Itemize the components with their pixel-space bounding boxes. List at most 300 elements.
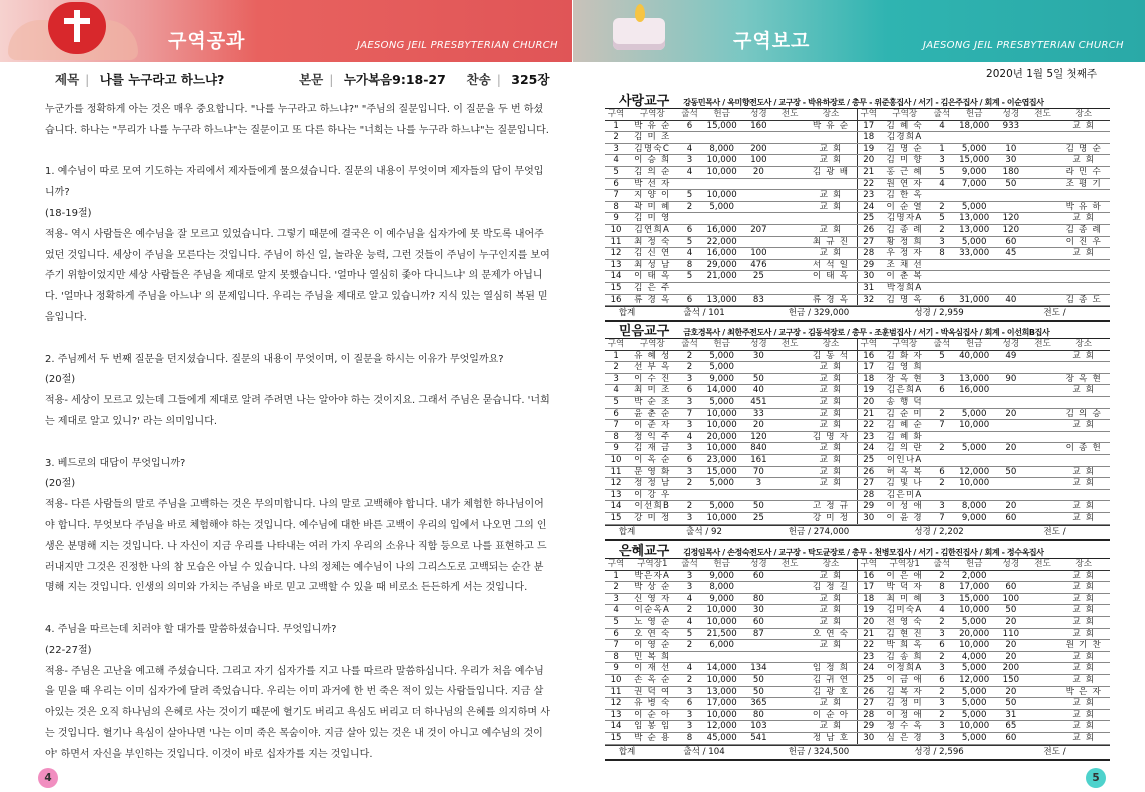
table-cell <box>1058 362 1110 374</box>
table-cell: 13,000 <box>702 294 742 306</box>
table-cell: 김명자A <box>880 213 930 225</box>
table-cell: 25 <box>742 271 775 283</box>
table-cell: 18 <box>857 132 879 144</box>
table-cell: 교 회 <box>805 698 857 710</box>
table-cell: 2 <box>930 201 954 213</box>
table-cell: 20 <box>857 155 879 167</box>
table-cell: 60 <box>994 732 1027 744</box>
table-cell: 207 <box>742 224 775 236</box>
column-header: 전도 <box>1027 109 1057 120</box>
hymn-label: 찬송 <box>466 72 491 87</box>
table-cell: 30 <box>857 732 879 744</box>
table-cell <box>1027 478 1057 490</box>
table-cell: 교 회 <box>805 248 857 260</box>
table-cell <box>775 570 805 582</box>
table-cell: 이 종 헌 <box>1058 443 1110 455</box>
table-cell <box>775 271 805 283</box>
district-summary <box>605 525 1110 541</box>
table-cell: 3 <box>677 396 701 408</box>
district-section <box>605 320 1110 541</box>
table-cell <box>1027 120 1057 132</box>
district-summary <box>605 745 1110 761</box>
table-cell: 이 순 아 <box>627 709 677 721</box>
table-cell: 교 회 <box>1058 593 1110 605</box>
table-cell: 3 <box>930 721 954 733</box>
table-row <box>605 466 1110 478</box>
table-cell: 15,000 <box>702 120 742 132</box>
column-header: 구역장1 <box>627 559 677 570</box>
summary-evangelism: 전도 / <box>1043 526 1066 537</box>
table-cell: 3 <box>677 582 701 594</box>
column-header: 성경 <box>994 559 1027 570</box>
table-cell: 90 <box>994 373 1027 385</box>
table-cell: 이 영 순 <box>627 640 677 652</box>
table-row <box>605 593 1110 605</box>
table-cell: 5,000 <box>954 663 994 675</box>
table-cell <box>775 408 805 420</box>
table-cell <box>930 362 954 374</box>
table-cell <box>1027 362 1057 374</box>
table-cell: 이 금 애 <box>880 674 930 686</box>
table-cell: 6 <box>930 674 954 686</box>
district-staff: 김정임목사 / 손정숙전도사 / 교구장 - 탁도균장로 / 총무 - 천병모집사 / 서기 - 김한진집사 / 회계 - 정수옥집사 <box>683 548 1044 557</box>
district-title-row <box>605 540 1110 559</box>
table-cell: 50 <box>742 373 775 385</box>
column-header: 구역 <box>857 559 879 570</box>
summary-label: 합계 <box>618 746 636 757</box>
table-cell <box>1027 674 1057 686</box>
table-cell: 50 <box>994 698 1027 710</box>
table-cell <box>775 443 805 455</box>
table-cell: 7 <box>605 640 627 652</box>
table-cell: 교 회 <box>1058 120 1110 132</box>
table-cell: 2 <box>930 478 954 490</box>
page-number-left: 4 <box>38 768 58 788</box>
paragraph-spacer <box>45 433 550 454</box>
table-cell: 50 <box>742 686 775 698</box>
table-cell <box>994 478 1027 490</box>
table-cell: 12,000 <box>702 721 742 733</box>
table-cell: 김 혜 순 <box>880 420 930 432</box>
table-cell: 15,000 <box>954 593 994 605</box>
table-cell: 5 <box>930 350 954 362</box>
column-header: 성경 <box>994 339 1027 350</box>
table-cell: 6,000 <box>702 640 742 652</box>
table-cell: 5 <box>605 616 627 628</box>
table-cell: 40 <box>742 385 775 397</box>
table-cell: 교 회 <box>1058 605 1110 617</box>
table-cell: 60 <box>994 512 1027 524</box>
table-cell: 8 <box>605 651 627 663</box>
table-row <box>605 294 1110 306</box>
table-cell: 541 <box>742 732 775 744</box>
table-cell: 교 회 <box>1058 616 1110 628</box>
table-cell: 28 <box>857 489 879 501</box>
table-cell <box>742 190 775 202</box>
table-cell: 27 <box>857 698 879 710</box>
table-cell: 13,000 <box>954 224 994 236</box>
table-cell <box>677 282 701 294</box>
table-header-row <box>605 339 1110 350</box>
table-cell: 5 <box>677 190 701 202</box>
right-header-title: 구역보고 <box>733 30 811 52</box>
table-cell: 정 수 옥 <box>880 721 930 733</box>
table-cell: 김연희A <box>627 224 677 236</box>
table-cell: 12 <box>605 478 627 490</box>
column-header: 성경 <box>742 559 775 570</box>
table-cell: 신 영 자 <box>627 593 677 605</box>
table-cell: 110 <box>994 628 1027 640</box>
table-cell: 20,000 <box>954 628 994 640</box>
summary-label: 합계 <box>618 308 636 319</box>
table-cell: 교 회 <box>805 408 857 420</box>
table-cell <box>1027 155 1057 167</box>
table-cell <box>1027 593 1057 605</box>
table-cell: 교 회 <box>805 593 857 605</box>
table-row <box>605 454 1110 466</box>
table-cell: 6 <box>930 385 954 397</box>
table-cell: 교 회 <box>805 190 857 202</box>
table-cell <box>775 732 805 744</box>
table-cell: 25 <box>857 674 879 686</box>
table-cell: 18 <box>857 373 879 385</box>
table-cell: 10,000 <box>702 420 742 432</box>
table-cell: 29 <box>857 259 879 271</box>
table-cell <box>1027 350 1057 362</box>
table-cell: 윤 춘 순 <box>627 408 677 420</box>
table-cell <box>702 489 742 501</box>
table-cell <box>775 628 805 640</box>
table-cell: 4 <box>930 120 954 132</box>
table-row <box>605 385 1110 397</box>
table-cell: 5 <box>930 213 954 225</box>
table-cell <box>1027 396 1057 408</box>
table-row <box>605 178 1110 190</box>
column-header: 전도 <box>775 559 805 570</box>
table-cell: 노 영 순 <box>627 616 677 628</box>
table-cell: 3 <box>677 155 701 167</box>
table-cell <box>742 640 775 652</box>
table-cell: 15,000 <box>702 466 742 478</box>
table-cell <box>677 213 701 225</box>
table-cell: 9,000 <box>702 373 742 385</box>
table-cell: 7 <box>605 190 627 202</box>
table-cell <box>742 582 775 594</box>
table-cell: 100 <box>742 248 775 260</box>
table-cell: 이인나A <box>880 454 930 466</box>
table-cell: 4 <box>605 605 627 617</box>
table-cell: 6 <box>677 385 701 397</box>
table-cell: 2 <box>930 224 954 236</box>
table-cell: 9,000 <box>702 593 742 605</box>
table-cell: 2 <box>930 570 954 582</box>
table-cell: 22 <box>857 178 879 190</box>
table-cell <box>677 651 701 663</box>
table-cell: 홍 근 혜 <box>880 166 930 178</box>
table-cell: 4 <box>930 178 954 190</box>
table-cell: 김은희A <box>880 385 930 397</box>
table-row <box>605 155 1110 167</box>
table-cell: 김 종 례 <box>1058 224 1110 236</box>
table-cell: 1 <box>605 350 627 362</box>
column-header: 구역 <box>605 109 627 120</box>
table-cell: 3 <box>930 593 954 605</box>
table-cell <box>1027 732 1057 744</box>
table-cell: 15 <box>605 282 627 294</box>
table-cell <box>775 201 805 213</box>
table-cell: 12,000 <box>954 466 994 478</box>
table-cell: 전 영 숙 <box>880 616 930 628</box>
table-cell: 교 회 <box>805 640 857 652</box>
lesson-title: 나를 누구라고 하느냐? <box>99 72 225 87</box>
table-cell: 10,000 <box>702 512 742 524</box>
table-cell: 120 <box>994 224 1027 236</box>
table-cell <box>1058 271 1110 283</box>
table-cell: 오 연 숙 <box>805 628 857 640</box>
paragraph-spacer <box>45 599 550 620</box>
table-cell: 이 춘 복 <box>880 271 930 283</box>
table-cell: 4 <box>677 166 701 178</box>
table-cell: 5 <box>677 628 701 640</box>
table-cell: 1 <box>930 143 954 155</box>
table-cell: 5 <box>605 166 627 178</box>
table-cell <box>1027 201 1057 213</box>
candle-flame-icon <box>635 4 645 22</box>
table-cell <box>775 478 805 490</box>
summary-offering: 헌금 / 274,000 <box>788 526 850 537</box>
table-cell <box>775 259 805 271</box>
table-cell <box>1027 259 1057 271</box>
table-cell: 8,000 <box>702 143 742 155</box>
table-cell: 6 <box>677 120 701 132</box>
table-cell: 교 회 <box>805 570 857 582</box>
report-page <box>573 62 1145 792</box>
lesson-passage: 누가복음9:18-27 <box>343 72 446 87</box>
table-row <box>605 628 1110 640</box>
table-cell <box>1027 236 1057 248</box>
table-cell: 3 <box>677 570 701 582</box>
table-cell: 박정희A <box>880 282 930 294</box>
table-cell: 박 순 조 <box>627 396 677 408</box>
table-cell <box>954 396 994 408</box>
table-cell: 2 <box>930 686 954 698</box>
table-cell <box>1058 259 1110 271</box>
table-cell: 3 <box>677 721 701 733</box>
table-cell: 박 유 순 <box>805 120 857 132</box>
lesson-paragraph: 4. 주님을 따르는데 치러야 할 대가를 말씀하셨습니다. 무엇입니까? <box>45 623 337 635</box>
table-row <box>605 248 1110 260</box>
table-cell: 5,000 <box>954 616 994 628</box>
table-cell: 10,000 <box>702 166 742 178</box>
table-cell: 4 <box>930 605 954 617</box>
district-title-row <box>605 320 1110 339</box>
table-cell: 이 태 옥 <box>627 271 677 283</box>
table-cell: 30 <box>994 155 1027 167</box>
table-cell: 교 회 <box>1058 213 1110 225</box>
table-cell: 29 <box>857 721 879 733</box>
table-cell: 3 <box>930 698 954 710</box>
table-cell: 5 <box>930 166 954 178</box>
table-cell: 50 <box>994 178 1027 190</box>
table-cell: 6 <box>677 294 701 306</box>
table-cell: 14 <box>605 271 627 283</box>
table-cell: 840 <box>742 443 775 455</box>
table-cell: 19 <box>857 605 879 617</box>
table-cell: 교 회 <box>1058 478 1110 490</box>
table-cell: 20 <box>742 420 775 432</box>
table-cell: 5,000 <box>954 698 994 710</box>
table-cell: 28 <box>857 709 879 721</box>
table-cell: 심 은 경 <box>880 732 930 744</box>
table-cell: 교 회 <box>805 454 857 466</box>
table-cell: 민 복 희 <box>627 651 677 663</box>
table-row <box>605 501 1110 513</box>
table-cell: 김 명 순 <box>1058 143 1110 155</box>
column-header: 헌금 <box>702 109 742 120</box>
table-cell <box>805 213 857 225</box>
table-cell: 이 은 애 <box>880 570 930 582</box>
table-cell: 17 <box>857 120 879 132</box>
table-cell <box>775 501 805 513</box>
table-cell: 15 <box>605 732 627 744</box>
district-table <box>605 559 1110 745</box>
district-title-row <box>605 90 1110 109</box>
table-cell: 이 승 희 <box>627 155 677 167</box>
table-cell: 8 <box>930 248 954 260</box>
table-cell: 장 옥 현 <box>1058 373 1110 385</box>
table-cell: 3 <box>677 373 701 385</box>
table-cell: 송 행 덕 <box>880 396 930 408</box>
table-cell: 10,000 <box>702 408 742 420</box>
table-cell <box>775 709 805 721</box>
table-cell <box>742 132 775 144</box>
table-row <box>605 582 1110 594</box>
table-cell <box>742 282 775 294</box>
table-cell: 김 의 란 <box>880 443 930 455</box>
table-cell: 28 <box>857 248 879 260</box>
table-cell: 10,000 <box>702 616 742 628</box>
table-cell <box>930 396 954 408</box>
table-cell <box>775 236 805 248</box>
table-cell: 2 <box>930 651 954 663</box>
table-cell: 11 <box>605 236 627 248</box>
table-cell <box>930 489 954 501</box>
table-cell: 교 회 <box>1058 698 1110 710</box>
title-label: 제목 <box>55 72 80 87</box>
table-cell: 13 <box>605 709 627 721</box>
table-cell <box>775 593 805 605</box>
table-cell: 교 회 <box>1058 512 1110 524</box>
table-cell: 2 <box>930 616 954 628</box>
table-cell: 365 <box>742 698 775 710</box>
table-cell: 16,000 <box>702 248 742 260</box>
lesson-title-row: 제목 | 나를 누구라고 하느냐? 본문 | 누가복음9:18-27 찬송 | 325장 <box>55 72 550 87</box>
table-cell: 15 <box>605 512 627 524</box>
table-cell: 4,000 <box>954 651 994 663</box>
table-cell <box>775 120 805 132</box>
table-cell: 선 부 옥 <box>627 362 677 374</box>
table-cell: 20 <box>857 396 879 408</box>
table-cell <box>930 282 954 294</box>
table-cell: 2 <box>605 362 627 374</box>
table-cell <box>742 178 775 190</box>
table-cell: 3 <box>605 593 627 605</box>
table-cell: 김 혜 숙 <box>880 120 930 132</box>
table-cell <box>954 132 994 144</box>
table-cell: 45 <box>994 248 1027 260</box>
column-header: 구역장1 <box>880 559 930 570</box>
table-cell: 20 <box>994 616 1027 628</box>
table-row <box>605 651 1110 663</box>
table-cell <box>775 248 805 260</box>
table-cell: 5,000 <box>954 732 994 744</box>
table-cell: 24 <box>857 663 879 675</box>
table-cell: 유 혜 성 <box>627 350 677 362</box>
column-header: 구역장 <box>627 339 677 350</box>
table-cell: 4 <box>677 248 701 260</box>
table-cell: 9,000 <box>954 166 994 178</box>
table-cell <box>775 605 805 617</box>
table-cell: 5,000 <box>954 443 994 455</box>
table-cell <box>702 213 742 225</box>
table-row <box>605 166 1110 178</box>
table-cell: 10,000 <box>954 640 994 652</box>
table-cell: 23 <box>857 651 879 663</box>
table-cell <box>994 201 1027 213</box>
table-cell: 4 <box>605 155 627 167</box>
table-cell: 20 <box>994 501 1027 513</box>
summary-bible: 성경 / 2,596 <box>914 746 964 757</box>
table-cell: 교 회 <box>1058 501 1110 513</box>
table-cell: 70 <box>742 466 775 478</box>
table-cell: 임 봉 임 <box>627 721 677 733</box>
table-cell: 이 태 옥 <box>805 271 857 283</box>
column-header: 출석 <box>677 109 701 120</box>
table-cell: 이 순 열 <box>880 201 930 213</box>
table-cell: 김 혜 화 <box>880 431 930 443</box>
table-cell: 5,000 <box>702 396 742 408</box>
table-cell: 16 <box>857 350 879 362</box>
table-cell: 10 <box>994 143 1027 155</box>
table-cell: 80 <box>742 593 775 605</box>
table-cell: 3 <box>677 466 701 478</box>
column-header: 성경 <box>742 339 775 350</box>
table-cell <box>677 489 701 501</box>
table-cell <box>775 582 805 594</box>
table-cell: 김 순 미 <box>880 408 930 420</box>
table-cell <box>930 454 954 466</box>
district-table <box>605 339 1110 525</box>
column-header: 출석 <box>930 109 954 120</box>
lesson-page <box>0 62 572 792</box>
table-cell: 8 <box>677 259 701 271</box>
table-cell <box>954 282 994 294</box>
table-cell: 10,000 <box>702 674 742 686</box>
table-cell: 김 의 순 <box>627 166 677 178</box>
table-cell <box>775 362 805 374</box>
table-cell <box>1027 213 1057 225</box>
table-cell: 김 귀 연 <box>805 674 857 686</box>
table-cell: 4 <box>677 143 701 155</box>
table-cell: 1 <box>605 120 627 132</box>
table-cell <box>954 259 994 271</box>
table-cell: 김 광 배 <box>805 166 857 178</box>
table-cell: 100 <box>994 593 1027 605</box>
table-cell: 김 미 향 <box>880 155 930 167</box>
table-row <box>605 616 1110 628</box>
table-cell <box>1058 489 1110 501</box>
table-cell: 이선희B <box>627 501 677 513</box>
